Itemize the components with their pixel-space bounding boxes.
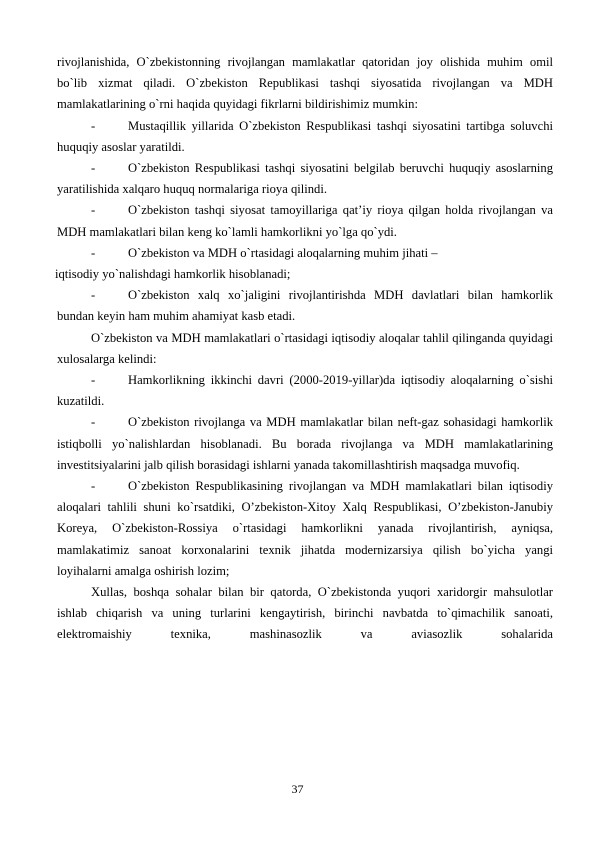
bullet-dash: -: [91, 415, 96, 430]
list-item-text: O`zbekiston Respublikasi tashqi siyosatini belgilab beruvchi huquqiy asoslarning yaratilishida xalqaro huquq normalariga rioya qilindi.: [57, 161, 553, 197]
list-item-continuation: iqtisodiy yo`nalishdagi hamkorlik hisoblanadi;: [55, 267, 291, 282]
list-item-text: O`zbekiston tashqi siyosat tamoyillariga qat’iy rioya qilgan holda rivojlangan va MDH mamlakatlari bilan keng ko`lamli hamkorlikni yo`lga qo`ydi.: [57, 203, 553, 239]
paragraph-summary: Xullas, boshqa sohalar bilan bir qatorda, O`zbekistonda yuqori xaridorgir mahsulotlar ishlab chiqarish va uning turlarini kengaytirish, birinchi navbatda to`qimachilik sanoati, elektromaishiy texnika, mashinasozlik va aviasozlik sohalarida: [57, 585, 553, 642]
list-item: [57, 116, 553, 158]
bullet-dash: -: [91, 245, 96, 260]
bullet-dash: -: [91, 288, 96, 303]
paragraph-intro: rivojlanishida, O`zbekistonning rivojlangan mamlakatlar qatoridan joy olishida muhim omil bo`lib xizmat qiladi. O`zbekiston Republikasi tashqi siyosatida rivojlangan va MDH mamlakatlarining o`rni haqida quyidagi fikrlarni bildirishimiz mumkin:: [57, 55, 553, 112]
bullet-dash: -: [91, 203, 96, 218]
list-item: [57, 158, 553, 200]
list-item-text: Hamkorlikning ikkinchi davri (2000-2019-yillar)da iqtisodiy aloqalarning o`sishi kuzatildi.: [57, 373, 553, 409]
list-item: [57, 285, 553, 327]
list-item: [57, 476, 553, 582]
list-item-text: O`zbekiston va MDH o`rtasidagi aloqalarning muhim jihati –: [128, 245, 438, 260]
list-item-text: O`zbekiston xalq xo`jaligini rivojlantirishda MDH davlatlari bilan hamkorlik bundan keyin ham muhim ahamiyat kasb etadi.: [57, 288, 553, 324]
bullet-dash: -: [91, 479, 96, 494]
list-item-text: O`zbekiston Respublikasining rivojlangan va MDH mamlakatlari bilan iqtisodiy aloqalari tahlili shuni ko`rsatdiki, O’zbekiston-Xitoy Xalq Respublikasi, O’zbekiston-Janubiy Koreya, O`zbekiston-Rossiya o`rtasidagi hamkorlikni yanada rivojlantirish, ayniqsa, mamlakatimiz sanoat korxonalarini texnik jihatda modernizarsiya qilish bo`yicha yangi loyihalarni amalga oshirish lozim;: [57, 479, 553, 578]
page-number: 37: [291, 782, 304, 796]
list-item: [57, 200, 553, 242]
list-item-text: O`zbekiston rivojlanga va MDH mamlakatlar bilan neft-gaz sohasidagi hamkorlik istiqbolli yo`nalishlardan hisoblanadi. Bu borada rivojlanga va MDH mamlakatlarining investitsiyalarini jalb qilish borasidagi ishlarni yanada takomillashtirish maqsadga muvofiq.: [57, 415, 553, 472]
bullet-dash: -: [91, 161, 96, 176]
list-item: [57, 370, 553, 412]
document-page: [57, 52, 553, 646]
list-item: [57, 412, 553, 476]
paragraph-conclusions-intro: O`zbekiston va MDH mamlakatlari o`rtasidagi iqtisodiy aloqalar tahlil qilinganda quyidagi xulosalarga kelindi:: [57, 330, 553, 366]
list-item-text: Mustaqillik yillarida O`zbekiston Respublikasi tashqi siyosatini tartibga soluvchi huquqiy asoslar yaratildi.: [57, 118, 553, 154]
bullet-dash: -: [91, 373, 96, 388]
bullet-dash: -: [91, 118, 96, 133]
list-item: [57, 243, 553, 264]
